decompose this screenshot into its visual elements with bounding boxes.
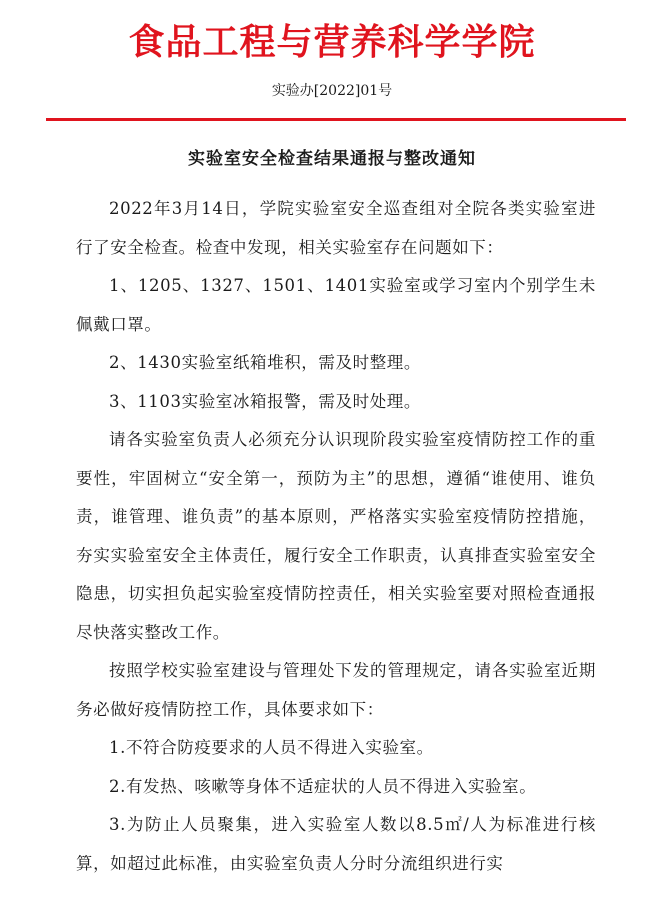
paragraph-issue-3: 3、1103实验室冰箱报警，需及时处理。 (109, 391, 421, 411)
paragraph-requirement-1: 1.不符合防疫要求的人员不得进入实验室。 (109, 738, 434, 757)
red-header-rule (46, 118, 626, 121)
paragraph-requirement-3: 3.为防止人员聚集，进入实验室人数以8.5㎡/人为标准进行核算，如超过此标准，由实验室负责人分时分流组织进行实 (76, 815, 596, 873)
paragraph-responsibility: 请各实验室负责人必须充分认识现阶段实验室疫情防控工作的重要性，牢固树立“安全第一，预防为主”的思想，遵循“谁使用、谁负责，谁管理、谁负责”的基本原则，严格落实实验室疫情防控措施，夯实实验室安全主体责任，履行安全工作职责，认真排查实验室安全隐患，切实担负起实验室疫情防控责任，相关实验室要对照检查通报尽快落实整改工作。 (76, 430, 596, 642)
notice-body (76, 190, 596, 883)
paragraph-issue-2: 2、1430实验室纸箱堆积，需及时整理。 (109, 353, 421, 372)
paragraph-requirement-2: 2.有发热、咳嗽等身体不适症状的人员不得进入实验室。 (109, 776, 537, 796)
paragraph-requirements-intro: 按照学校实验室建设与管理处下发的管理规定，请各实验室近期务必做好疫情防控工作，具体要求如下： (76, 661, 596, 719)
document-number: 实验办[2022]01号 (271, 83, 393, 99)
notice-title: 实验室安全检查结果通报与整改通知 (188, 149, 476, 169)
institution-title: 食品工程与营养科学学院 (128, 21, 536, 63)
paragraph-inspection-intro: 2022年3月14日，学院实验室安全巡查组对全院各类实验室进行了安全检查。检查中发现，相关实验室存在问题如下： (76, 199, 596, 257)
paragraph-issue-1: 1、1205、1327、1501、1401实验室或学习室内个别学生未佩戴口罩。 (76, 276, 596, 334)
